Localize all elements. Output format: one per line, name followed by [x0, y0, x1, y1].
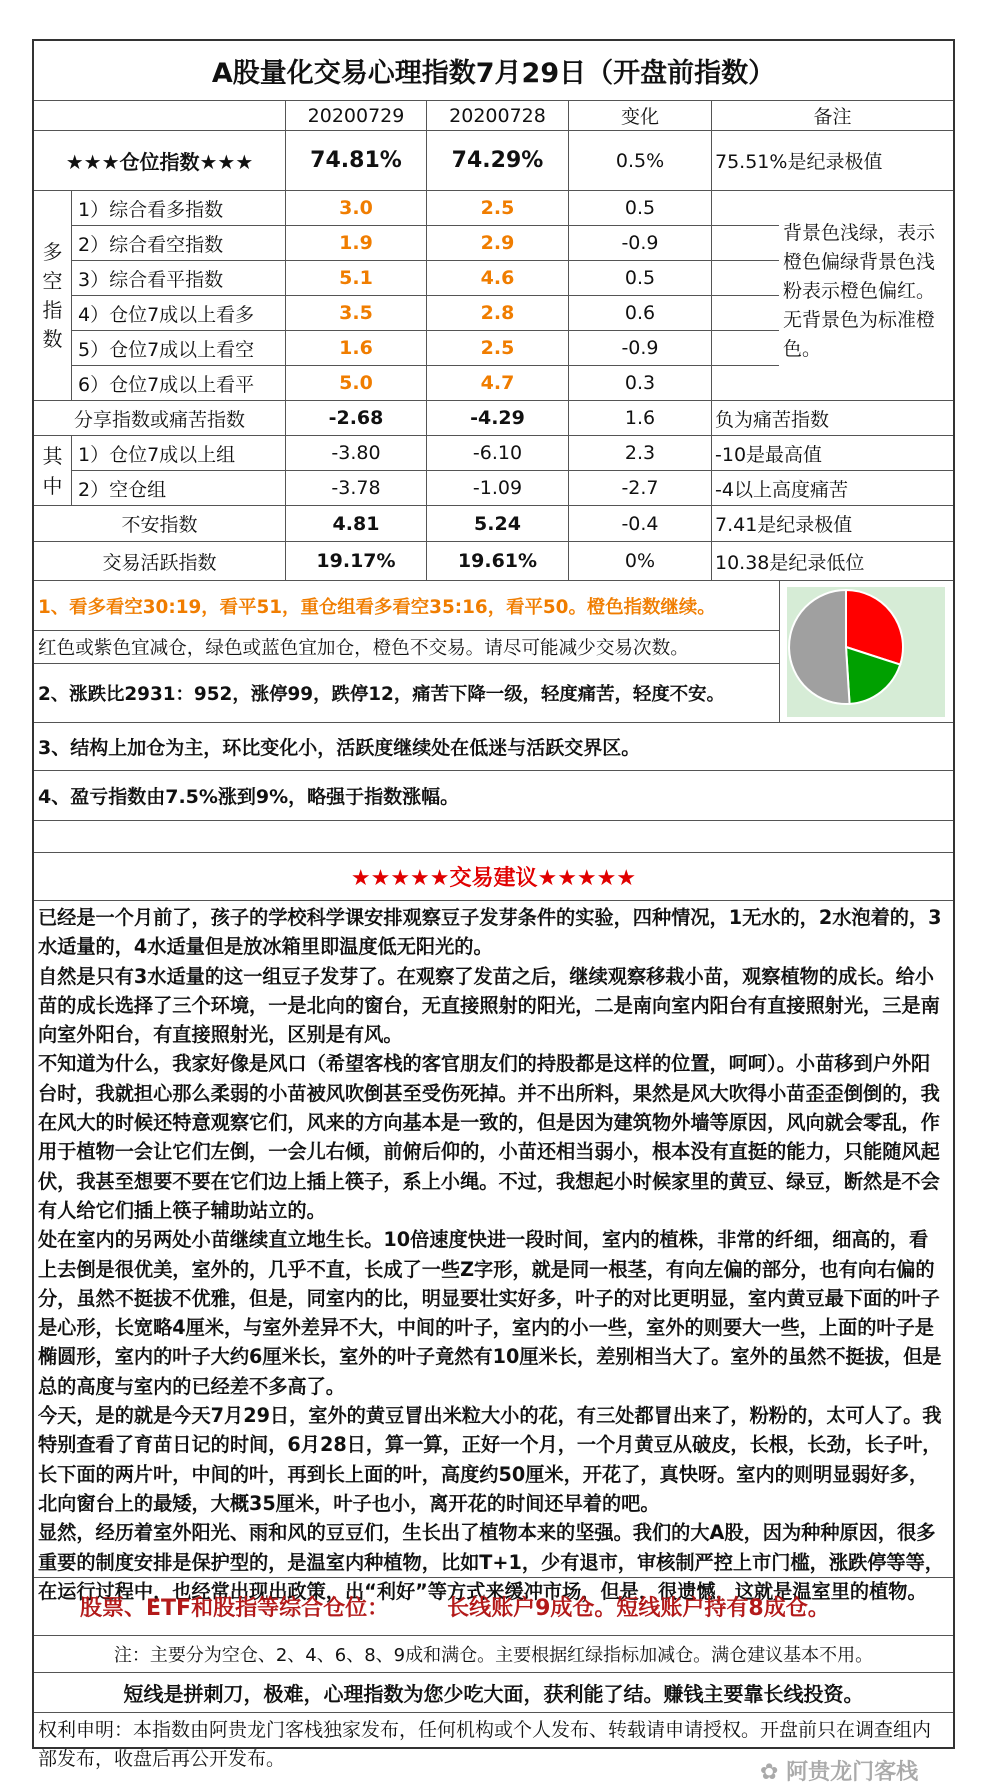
multi-side-change: 0.5 [569, 191, 712, 225]
article-paragraph: 处在室内的另两处小苗继续直立地生长。10倍速度快进一段时间，室内的植株，非常的纤细，细高的，看上去倒是很优美，室外的，几乎不直，长成了一些Z字形，就是同一根茎，有向左偏的部分，也有向右偏的分，虽然不挺拔不优雅，但是，同室内的比，明显要壮实好多，叶子的对比更明显，室内黄豆最下面的叶子是心形，长宽略4厘米，与室外差异不大，中间的叶子，室内的小一些，室外的则要大一些，上面的叶子是椭圆形，室内的叶子大约6厘米长，室外的叶子竟然有10厘米长，差别相当大了。室外的虽然不挺拔，但是总的高度与室内的已经差不多高了。 [38, 1228, 942, 1398]
multi-side-label: 6）仓位7成以上看平 [72, 366, 286, 400]
header-row [34, 101, 953, 131]
summary-1: 1、看多看空30:19，看平51，重仓组看多看空35:16，看平50。橙色指数继续。 [34, 581, 779, 631]
position-index-note: 75.51%是纪录极值 [715, 151, 883, 173]
group-row [34, 436, 953, 471]
share-index-label: 分享指数或痛苦指数 [34, 401, 286, 435]
group-prev: -1.09 [427, 471, 569, 505]
unease-index-note: 7.41是纪录极值 [715, 514, 853, 536]
watermark-text: 阿贵龙门客栈 [786, 1760, 919, 1785]
multi-side-today: 5.1 [286, 261, 427, 295]
watermark [760, 1755, 918, 1786]
unease-index-change: -0.4 [569, 506, 712, 541]
group-note: -10是最高值 [715, 443, 823, 466]
activity-index-change: 0% [569, 542, 712, 580]
multi-side-today: 5.0 [286, 366, 427, 400]
unease-index-prev: 5.24 [427, 506, 569, 541]
summary-3: 3、结构上加仓为主，环比变化小，活跃度继续处在低迷与活跃交界区。 [34, 723, 953, 771]
group-section-label [34, 436, 72, 506]
multi-side-note: 背景色浅绿，表示橙色偏绿背景色浅粉表示橙色偏红。无背景色为标准橙色。 [779, 191, 953, 401]
multi-side-change: 0.5 [569, 261, 712, 295]
header-today: 20200729 [286, 101, 427, 130]
article-paragraph: 显然，经历着室外阳光、雨和风的豆豆们，生长出了植物本来的坚强。我们的大A股，因为种种原因，很多重要的制度安排是保护型的，是温室内种植物，比如T+1，少有退市，审核制严控上市门槛，涨跌停等等，在运行过程中，也经常出现出政策，出“利好”等方式来缓冲市场，但是，很遗憾，这就是温室里的植物。 [38, 1521, 944, 1603]
multi-side-group-char: 指 [42, 297, 63, 322]
multi-side-prev: 2.8 [427, 296, 569, 330]
position-label: 股票、ETF和股指等综合仓位： [80, 1596, 390, 1621]
position-index-row [34, 131, 953, 191]
title-row [34, 41, 953, 101]
unease-index-row [34, 506, 953, 542]
group-today: -3.78 [286, 471, 427, 505]
multi-side-group-label [34, 191, 72, 401]
header-prev: 20200728 [427, 101, 569, 130]
article-paragraph: 今天，是的就是今天7月29日，室外的黄豆冒出米粒大小的花，有三处都冒出来了，粉粉的，太可人了。我特别查看了育苗日记的时间，6月28日，算一算，正好一个月，一个月黄豆从破皮，长根，长劲，长子叶，长下面的两片叶，中间的叶，再到长上面的叶，高度约50厘米，开花了，真快呀。室内的则明显弱好多，北向窗台上的最矮，大概35厘米，叶子也小，离开花的时间还早着的吧。 [38, 1404, 942, 1515]
multi-side-label: 5）仓位7成以上看空 [72, 331, 286, 365]
group-section-char: 中 [42, 473, 63, 498]
article-paragraph: 不知道为什么，我家好像是风口（希望客栈的客官朋友们的持股都是这样的位置，呵呵）。小苗移到户外阳台时，我就担心那么柔弱的小苗被风吹倒甚至受伤死掉。并不出所料，果然是风大吹得小苗歪歪倒倒的，我在风大的时候还特意观察它们，风来的方向基本是一致的，但是因为建筑物外墙等原因，风向就会零乱，作用于植物一会让它们左倒，一会儿右倾，前俯后仰的，小苗还相当弱小，根本没有直挺的能力，只能随风起伏，我甚至想要不要在它们边上插上筷子，系上小绳。不过，我想起小时候家里的黄豆、绿豆，断然是不会有人给它们插上筷子辅助站立的。 [38, 1052, 940, 1222]
share-index-prev: -4.29 [427, 401, 569, 435]
multi-side-prev: 2.5 [427, 191, 569, 225]
multi-side-group-char: 数 [42, 326, 63, 351]
spacer-row [34, 821, 953, 853]
group-today: -3.80 [286, 436, 427, 470]
group-note: -4以上高度痛苦 [715, 478, 848, 501]
multi-side-label: 3）综合看平指数 [72, 261, 286, 295]
activity-index-label: 交易活跃指数 [34, 542, 286, 580]
position-index-label: ★★★仓位指数★★★ [34, 131, 286, 190]
wechat-icon: ✿ [760, 1760, 787, 1785]
multi-side-prev: 4.6 [427, 261, 569, 295]
position-index-today: 74.81% [286, 131, 427, 190]
multi-side-change: -0.9 [569, 331, 712, 365]
pie-svg [787, 587, 945, 717]
activity-index-prev: 19.61% [427, 542, 569, 580]
position-index-change: 0.5% [569, 131, 712, 190]
advice-title: ★★★★★交易建议★★★★★ [34, 853, 953, 901]
unease-index-label: 不安指数 [34, 506, 286, 541]
multi-side-today: 3.5 [286, 296, 427, 330]
color-rule: 红色或紫色宜减仓，绿色或蓝色宜加仓，橙色不交易。请尽可能减少交易次数。 [34, 631, 779, 664]
multi-side-prev: 2.9 [427, 226, 569, 260]
article-paragraph: 自然是只有3水适量的这一组豆子发芽了。在观察了发苗之后，继续观察移栽小苗，观察植物的成长。给小苗的成长选择了三个环境，一是北向的窗台，无直接照射的阳光，二是南向室内阳台有直接照射光，三是南向室外阳台，有直接照射光，区别是有风。 [38, 964, 940, 1047]
multi-side-label: 4）仓位7成以上看多 [72, 296, 286, 330]
motto: 短线是拼刺刀，极难，心理指数为您少吃大面，获利能了结。赚钱主要靠长线投资。 [34, 1673, 953, 1713]
advice-article [34, 901, 953, 1603]
share-index-note: 负为痛苦指数 [715, 408, 830, 431]
unease-index-today: 4.81 [286, 506, 427, 541]
rights-statement: 权利申明：本指数由阿贵龙门客栈独家发布，任何机构或个人发布、转载请申请授权。开盘前只在调查组内部发布，收盘后再公开发布。 [38, 1719, 932, 1770]
share-index-row [34, 401, 953, 436]
summary-2: 2、涨跌比2931：952，涨停99，跌停12，痛苦下降一级，轻度痛苦，轻度不安。 [34, 664, 779, 723]
position-row [34, 1578, 953, 1636]
group-change: -2.7 [569, 471, 712, 505]
position-index-prev: 74.29% [427, 131, 569, 190]
multi-side-prev: 2.5 [427, 331, 569, 365]
article-paragraph: 已经是一个月前了，孩子的学校科学课安排观察豆子发芽条件的实验，四种情况，1无水的，2水泡着的，3水适量的，4水适量但是放冰箱里即温度低无阳光的。 [38, 906, 942, 959]
multi-side-label: 1）综合看多指数 [72, 191, 286, 225]
share-index-change: 1.6 [569, 401, 712, 435]
multi-side-today: 1.9 [286, 226, 427, 260]
multi-side-today: 1.6 [286, 331, 427, 365]
multi-side-change: 0.3 [569, 366, 712, 400]
activity-index-row [34, 542, 953, 581]
group-label: 2）空仓组 [72, 471, 286, 505]
multi-side-change: 0.6 [569, 296, 712, 330]
multi-side-change: -0.9 [569, 226, 712, 260]
report-sheet [32, 39, 955, 1770]
group-row [34, 471, 953, 506]
activity-index-note: 10.38是纪录低位 [715, 551, 865, 574]
group-change: 2.3 [569, 436, 712, 470]
position-value: 长线账户9成仓。短线账户持有8成仓。 [447, 1596, 830, 1621]
group-section-char: 其 [42, 443, 63, 468]
activity-index-today: 19.17% [286, 542, 427, 580]
group-label: 1）仓位7成以上组 [72, 436, 286, 470]
header-note: 备注 [813, 106, 852, 128]
header-change: 变化 [569, 101, 712, 130]
multi-side-group-char: 多 [42, 239, 63, 264]
header-blank [34, 101, 286, 130]
position-note: 注：主要分为空仓、2、4、6、8、9成和满仓。主要根据红绿指标加减仓。满仓建议基本不用。 [34, 1636, 953, 1673]
page-title: A股量化交易心理指数7月29日（开盘前指数） [211, 58, 776, 89]
multi-side-prev: 4.7 [427, 366, 569, 400]
share-index-today: -2.68 [286, 401, 427, 435]
multi-side-group-char: 空 [42, 268, 63, 293]
multi-side-today: 3.0 [286, 191, 427, 225]
summary-4: 4、盈亏指数由7.5%涨到9%，略强于指数涨幅。 [34, 771, 953, 821]
sentiment-pie-chart [779, 581, 953, 723]
group-prev: -6.10 [427, 436, 569, 470]
multi-side-label: 2）综合看空指数 [72, 226, 286, 260]
